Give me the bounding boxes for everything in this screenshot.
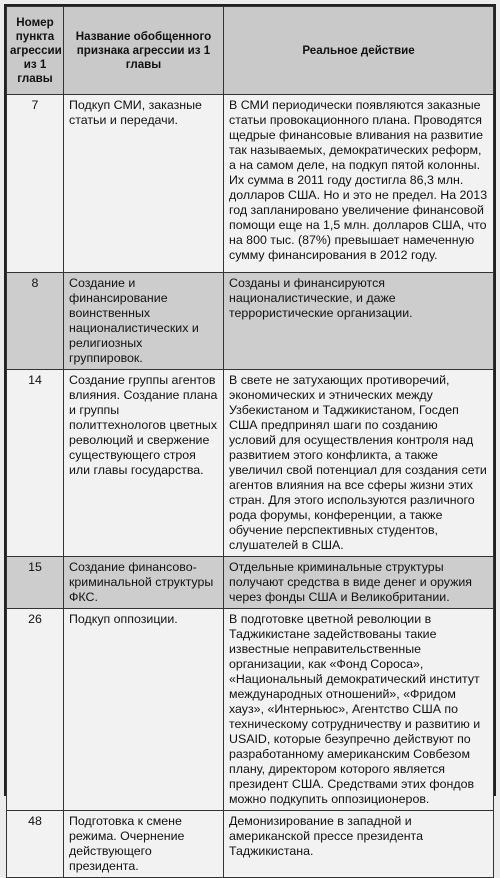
row-number: 48 bbox=[7, 811, 64, 878]
header-feature: Название обобщенного признака агрессии из 1 главы bbox=[64, 7, 224, 95]
aggression-table bbox=[6, 6, 494, 878]
table-header-row bbox=[7, 7, 494, 95]
row-number: 8 bbox=[7, 273, 64, 370]
row-action: В СМИ периодически появляются заказные статьи провокационного плана. Проводятся щедрые финансовые вливания на развитие так называемых, демократических реформ, а на самом деле, на подкуп пятой колонны. Их сумма в 2011 году достигла 86,3 млн. долларов США. Но и это не предел. На 2013 год запланировано увеличение финансовой помощи еще на 1,5 млн. долларов США, что на 800 тыс. (87%) превышает намеченную сумму финансирования в 2012 году. bbox=[224, 95, 494, 273]
table-row bbox=[7, 273, 494, 370]
table-row bbox=[7, 557, 494, 609]
row-feature: Подкуп оппозиции. bbox=[64, 609, 224, 811]
row-feature: Подкуп СМИ, заказные статьи и передачи. bbox=[64, 95, 224, 273]
header-action: Реальное действие bbox=[224, 7, 494, 95]
row-action: Демонизирование в западной и американской прессе президента Таджикистана. bbox=[224, 811, 494, 878]
row-number: 7 bbox=[7, 95, 64, 273]
row-feature: Создание группы агентов влияния. Создание плана и группы политтехнологов цветных революций и свержение существующего строя или главы государства. bbox=[64, 370, 224, 557]
row-feature: Создание и финансирование воинственных националистических и религиозных группировок. bbox=[64, 273, 224, 370]
row-number: 26 bbox=[7, 609, 64, 811]
row-feature: Создание финансово-криминальной структуры ФКС. bbox=[64, 557, 224, 609]
header-number: Номер пункта агрессии из 1 главы bbox=[7, 7, 64, 95]
document-page bbox=[4, 4, 496, 873]
table-row bbox=[7, 370, 494, 557]
row-feature: Подготовка к смене режима. Очернение действующего президента. bbox=[64, 811, 224, 878]
row-action: В свете не затухающих противоречий, экономических и этнических между Узбекистаном и Таджикистаном, Госдеп США предпринял шаги по созданию условий для осуществления контроля над развитием этого конфликта, а также увеличил свой потенциал для создания сети агентов влияния на все сферы жизни этих стран. Для этого используются различного рода форумы, конференции, а также обучение перспективных студентов, слушателей в США. bbox=[224, 370, 494, 557]
row-number: 15 bbox=[7, 557, 64, 609]
row-action: Созданы и финансируются националистические, и даже террористические организации. bbox=[224, 273, 494, 370]
table-row bbox=[7, 811, 494, 878]
row-action: В подготовке цветной революции в Таджикистане задействованы такие известные неправительственные организации, как «Фонд Сороса», «Национальный демократический институт международных отношений», «Фридом хауз», «Интерньюс», Агентство США по техническому сотрудничеству и развитию и USAID, которые безупречно действуют по разработанному американским Совбезом плану, директором которого является президент США. Средствами этих фондов можно подкупить оппозиционеров. bbox=[224, 609, 494, 811]
row-number: 14 bbox=[7, 370, 64, 557]
row-action: Отдельные криминальные структуры получают средства в виде денег и оружия через фонды США и Великобритании. bbox=[224, 557, 494, 609]
table-row bbox=[7, 609, 494, 811]
table-row bbox=[7, 95, 494, 273]
